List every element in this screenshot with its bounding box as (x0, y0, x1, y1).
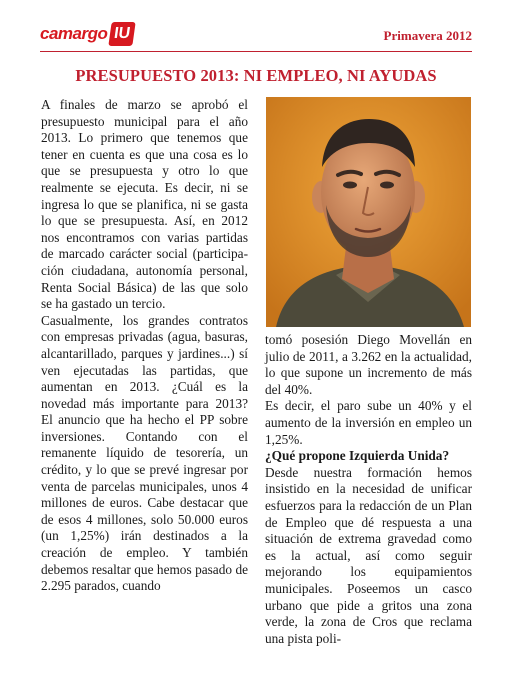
paragraph: Es decir, el paro sube un 40% y el aumento de la inversión en empleo un 1,25%. (265, 398, 472, 447)
portrait-image (266, 97, 471, 327)
article-column-right (265, 332, 472, 647)
section-heading: ¿Qué propone Izquierda Unida? (265, 448, 450, 464)
portrait-photo (266, 97, 471, 327)
issue-season: Primavera 2012 (383, 28, 472, 43)
logo-text: camargo (40, 24, 108, 43)
paragraph: Desde nuestra formación hemos insistido en la necesidad de unificar esfuerzos para la redacción de un Plan de Empleo que dé respuesta a una situación de extrema gravedad como es la actual, así como seguir mejorando los equipamientos municipales. Poseemos un casco urbano que pide a gritos una zona verde, la zona de Cros que reclama una pista poli- (265, 464, 472, 646)
paragraph: tomó posesión Diego Movellán en julio de 2011, a 3.262 en la actualidad, lo que supone un incremento de más del 40%. (265, 332, 472, 397)
article-column-left (41, 97, 248, 595)
paragraph: A finales de marzo se aprobó el presupuesto municipal para el año 2013. Lo primero que tenemos que tener en cuenta es que una cosa es lo que se presupuesta y otro lo que realmente se ejecuta. Es decir, ni se ingresa lo que se planifica, ni se gasta lo que se presupuesta. Así, en 2012 nos encontramos con varias partidas de marcado carácter social (participación ciudadana, autonomía personal, Renta Social Básica) de las que solo se ha gastado un tercio. (41, 97, 248, 312)
logo-mark: IU (109, 22, 136, 46)
header-divider (40, 51, 472, 52)
paragraph: Casualmente, los grandes contratos con empresas privadas (agua, basuras, alcantarillado, parques y jardines...) sí ven ejecutadas las partidas, que aumentan en 2013. ¿Cuál es la novedad más importante para 2013? El anuncio que ha hecho el PP sobre inversiones. Contando con el remanente líquido de tesorería, un crédito, y lo que se prevé ingresar por venta de parcelas municipales, unos 4 millones de euros. Cabe destacar que de esos 4 millones, solo 50.000 euros (un 1,25%) irán destinados a la creación de empleo. Y también debemos resaltar que hemos pasado de 2.295 parados, cuando (41, 312, 248, 594)
logo (40, 20, 134, 48)
article-title: PRESUPUESTO 2013: NI EMPLEO, NI AYUDAS (75, 66, 437, 85)
page-header (40, 20, 472, 52)
